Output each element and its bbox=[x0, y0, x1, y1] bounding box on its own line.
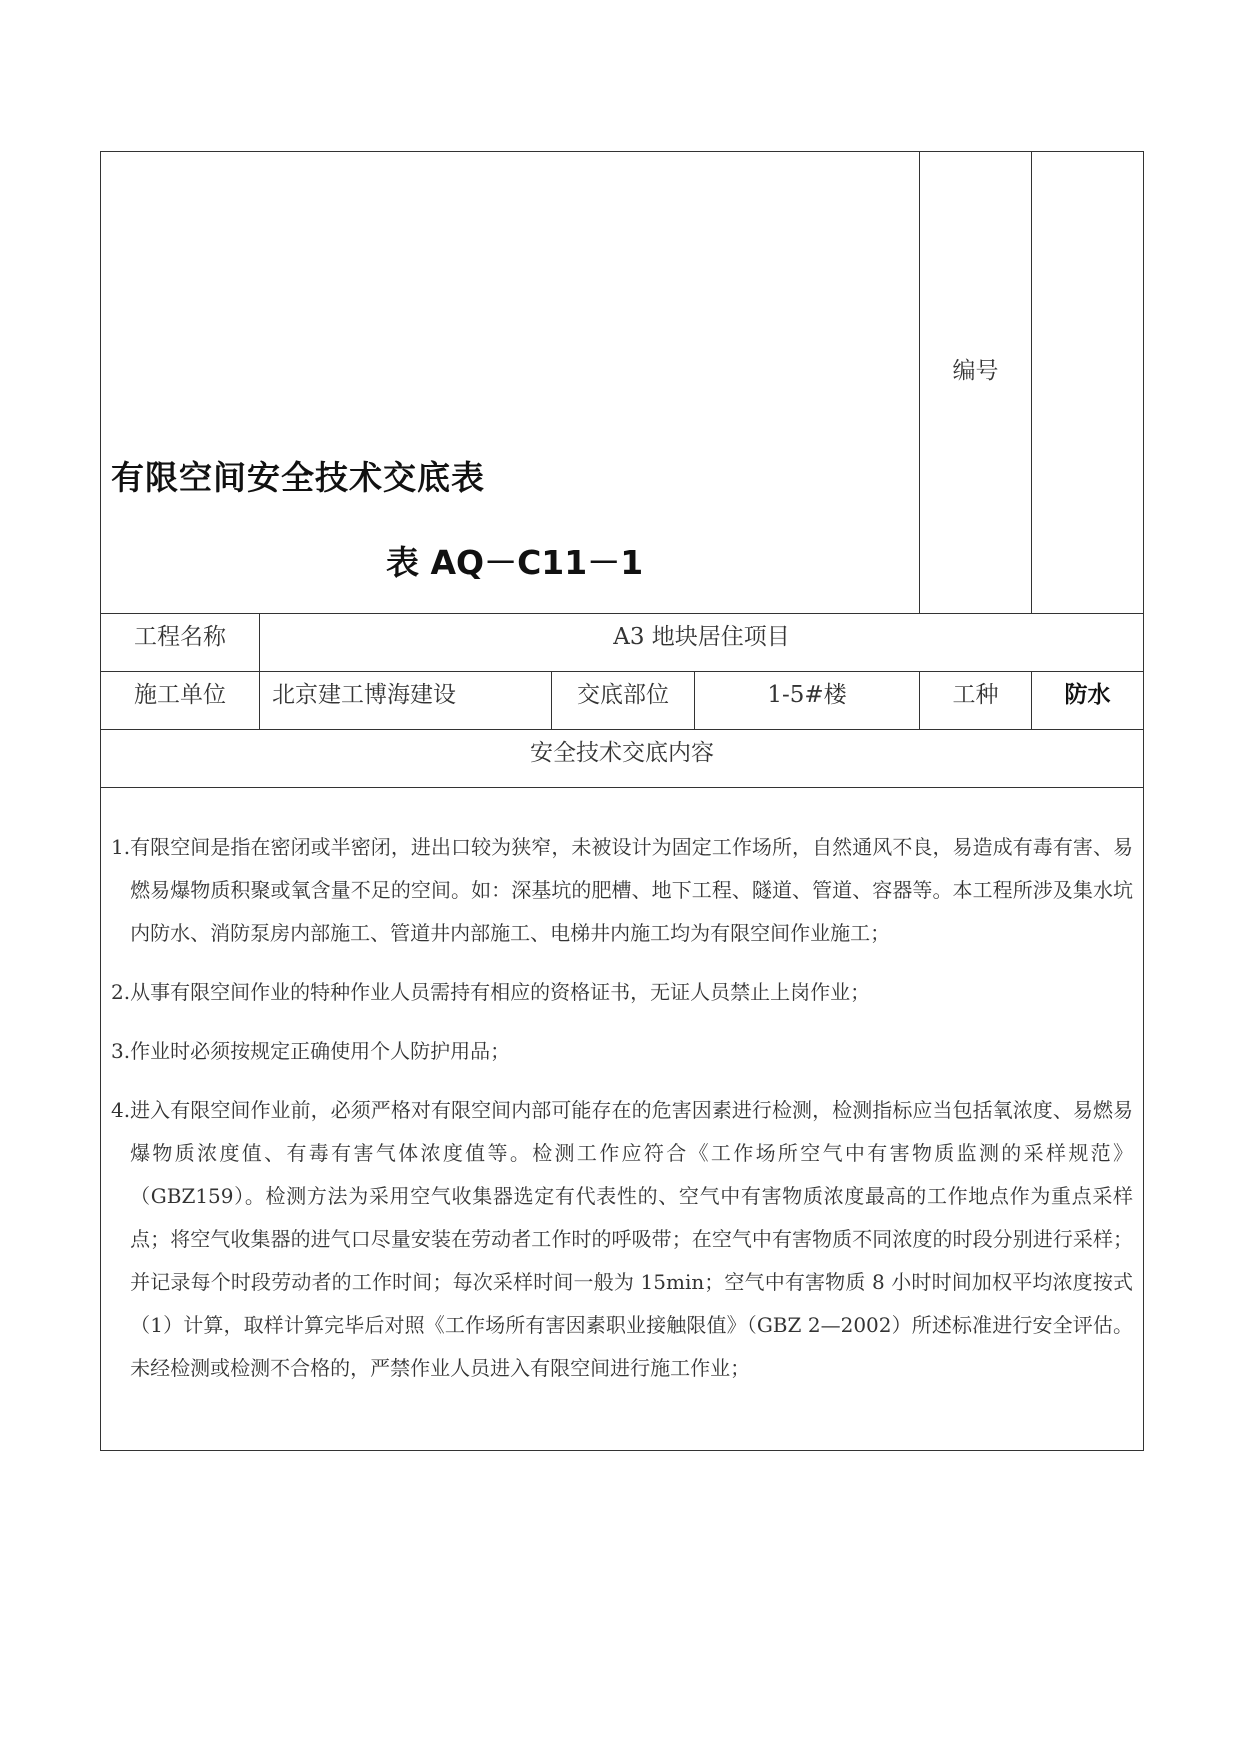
trade-value: 防水 bbox=[1032, 672, 1144, 730]
disclosure-content bbox=[101, 788, 1143, 1390]
item-index: 2. bbox=[111, 980, 131, 1004]
item-text: 作业时必须按规定正确使用个人防护用品； bbox=[130, 1039, 511, 1063]
list-item bbox=[111, 1089, 1133, 1390]
disclosure-form-table bbox=[100, 151, 1144, 1451]
trade-label: 工种 bbox=[920, 672, 1032, 730]
item-text: 有限空间是指在密闭或半密闭，进出口较为狭窄，未被设计为固定工作场所，自然通风不良，易造成有毒有害、易燃易爆物质积聚或氧含量不足的空间。如：深基坑的肥槽、地下工程、隧道、管道、容器等。本工程所涉及集水坑内防水、消防泵房内部施工、管道井内部施工、电梯井内施工均为有限空间作业施工； bbox=[130, 835, 1133, 945]
list-item bbox=[111, 826, 1133, 955]
form-title: 有限空间安全技术交底表 bbox=[111, 458, 485, 497]
item-index: 4. bbox=[111, 1098, 131, 1122]
disclosure-location-label: 交底部位 bbox=[552, 672, 695, 730]
item-index: 1. bbox=[111, 835, 131, 859]
disclosure-location-value: 1-5#楼 bbox=[695, 672, 920, 730]
number-value bbox=[1032, 152, 1144, 614]
project-name-label: 工程名称 bbox=[101, 614, 260, 672]
document-sheet bbox=[100, 151, 1143, 1458]
number-label: 编号 bbox=[920, 152, 1032, 614]
content-cell bbox=[101, 788, 1144, 1451]
list-item bbox=[111, 1030, 1133, 1073]
form-code: 表 AQ－C11－1 bbox=[386, 543, 644, 582]
list-item bbox=[111, 971, 1133, 1014]
title-cell bbox=[101, 152, 920, 614]
project-name-value: A3 地块居住项目 bbox=[260, 614, 1144, 672]
section-title: 安全技术交底内容 bbox=[101, 730, 1144, 788]
construction-unit-label: 施工单位 bbox=[101, 672, 260, 730]
item-text: 从事有限空间作业的特种作业人员需持有相应的资格证书，无证人员禁止上岗作业； bbox=[130, 980, 871, 1004]
item-index: 3. bbox=[111, 1039, 131, 1063]
item-text: 进入有限空间作业前，必须严格对有限空间内部可能存在的危害因素进行检测，检测指标应当包括氧浓度、易燃易爆物质浓度值、有毒有害气体浓度值等。检测工作应符合《工作场所空气中有害物质监测的采样规范》（GBZ159）。检测方法为采用空气收集器选定有代表性的、空气中有害物质浓度最高的工作地点作为重点采样点；将空气收集器的进气口尽量安装在劳动者工作时的呼吸带；在空气中有害物质不同浓度的时段分别进行采样；并记录每个时段劳动者的工作时间；每次采样时间一般为 15min；空气中有害物质 8 小时时间加权平均浓度按式（1）计算，取样计算完毕后对照《工作场所有害因素职业接触限值》（GBZ 2—2002）所述标准进行安全评估。未经检测或检测不合格的，严禁作业人员进入有限空间进行施工作业； bbox=[130, 1098, 1133, 1380]
construction-unit-value: 北京建工博海建设 bbox=[260, 672, 552, 730]
